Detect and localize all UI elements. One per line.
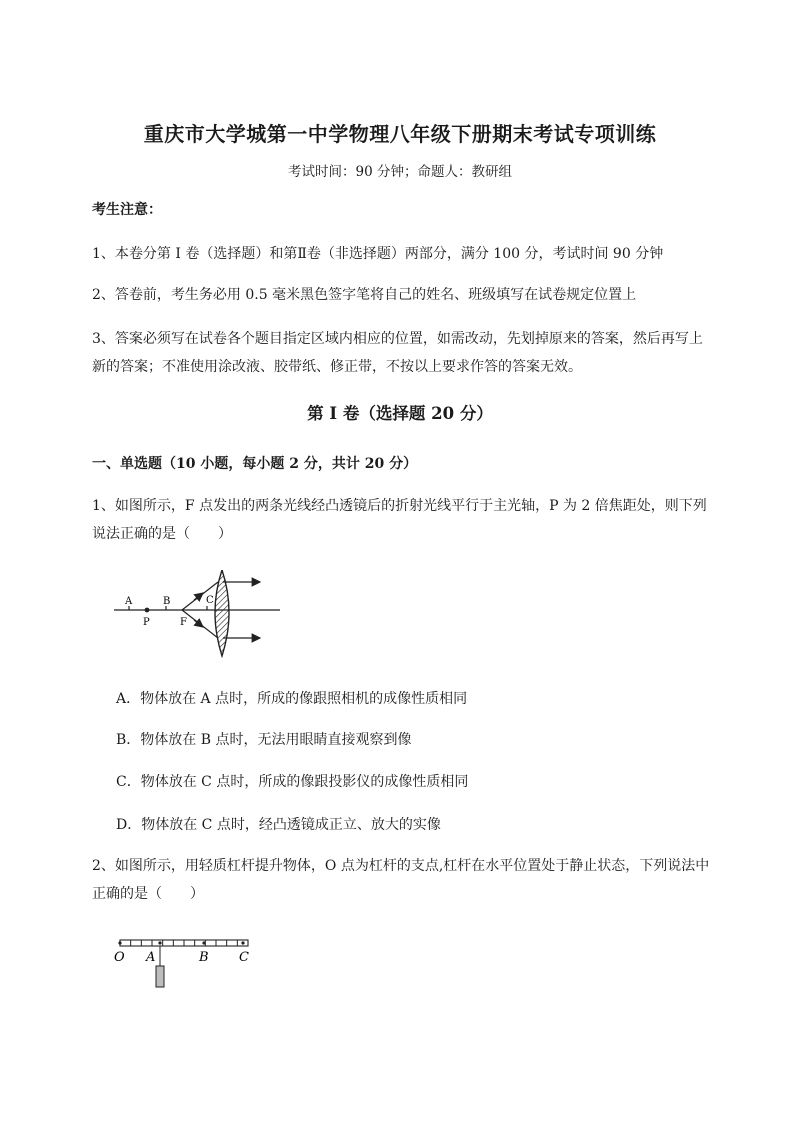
label-o: O [114,950,125,965]
label-p: P [143,617,150,628]
label-a: A [125,596,133,607]
page-title: 重庆市大学城第一中学物理八年级下册期末考试专项训练 [143,122,657,146]
notice-heading: 考生注意： [92,202,162,218]
question-1-stem: 1、如图所示，F 点发出的两条光线经凸透镜后的折射光线平行于主光轴，P 为 2 倍焦距处，则下列说法正确的是（ ） [92,498,707,542]
point-p [145,608,150,613]
lever-figure [112,935,262,995]
exam-info: 考试时间：90 分钟；命题人：教研组 [288,164,512,180]
option-c: C．物体放在 C 点时，所成的像跟投影仪的成像性质相同 [116,774,469,790]
notice-item-3: 3、答案必须写在试卷各个题目指定区域内相应的位置，如需改动，先划掉原来的答案，然后再写上新的答案；不准使用涂改液、胶带纸、修正带，不按以上要求作答的答案无效。 [92,331,703,375]
hanging-weight [156,966,164,987]
label-b2: B [199,950,209,965]
part-heading: 一、单选题（10 小题，每小题 2 分，共计 20 分） [92,456,418,472]
option-b: B．物体放在 B 点时，无法用眼睛直接观察到像 [116,732,412,748]
notice-item-2: 2、答卷前，考生务必用 0.5 毫米黑色签字笔将自己的姓名、班级填写在试卷规定位置上 [92,287,637,303]
label-a2: A [146,950,156,965]
notice-item-1: 1、本卷分第 I 卷（选择题）和第Ⅱ卷（非选择题）两部分，满分 100 分，考试时间 90 分钟 [92,246,664,262]
label-c: C [206,595,214,606]
section-title: 第 I 卷（选择题 20 分） [307,404,493,423]
label-f: F [180,617,187,628]
lens-figure [110,570,290,665]
option-d: D．物体放在 C 点时，经凸透镜成正立、放大的实像 [116,817,441,833]
option-a: A．物体放在 A 点时，所成的像跟照相机的成像性质相同 [116,691,468,707]
label-c2: C [239,950,249,965]
label-b: B [163,596,171,607]
question-2-stem: 2、如图所示，用轻质杠杆提升物体，O 点为杠杆的支点,杠杆在水平位置处于静止状态，下列说法中正确的是（ ） [92,858,710,902]
